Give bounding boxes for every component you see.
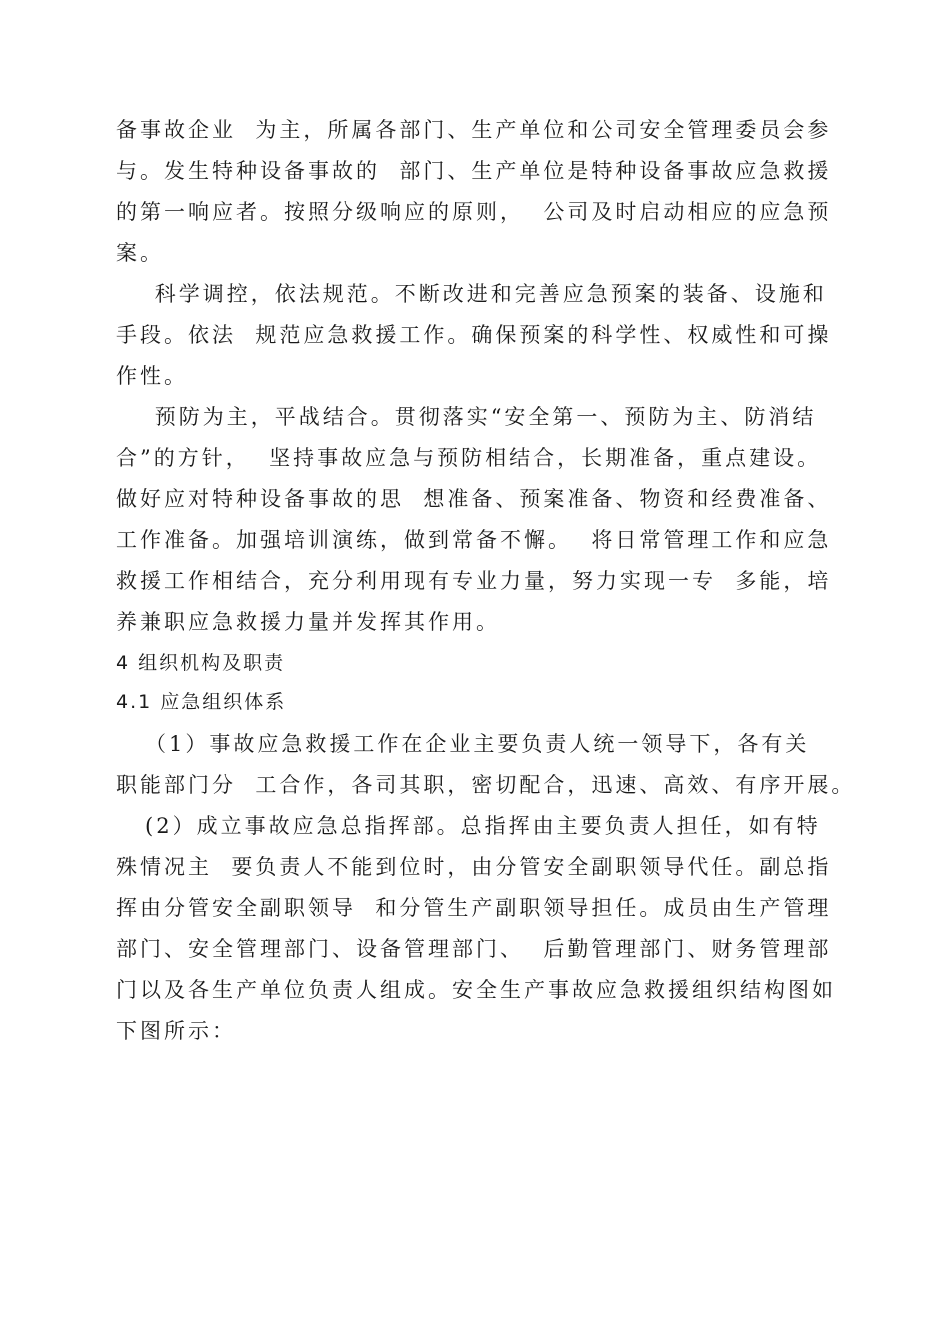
item-1-line-1: （1）事故应急救援工作在企业主要负责人统一领导下，各有关: [116, 732, 810, 756]
item-2-line-3: 挥由分管安全副职领导 和分管生产副职领导担任。成员由生产管理: [116, 896, 832, 920]
paragraph-1-line-1: 备事故企业 为主，所属各部门、生产单位和公司安全管理委员会参: [116, 118, 832, 142]
item-1-line-2: 职能部门分 工合作，各司其职，密切配合，迅速、高效、有序开展。: [116, 773, 856, 797]
paragraph-2-line-3: 作性。: [116, 364, 188, 388]
item-2-line-6: 下图所示：: [116, 1019, 236, 1043]
paragraph-2-line-1: 科学调控，依法规范。不断改进和完善应急预案的装备、设施和: [116, 282, 827, 306]
paragraph-3-line-4: 工作准备。加强培训演练，做到常备不懈。 将日常管理工作和应急: [116, 528, 832, 552]
paragraph-3-line-6: 养兼职应急救援力量并发挥其作用。: [116, 610, 500, 634]
item-2-line-2: 殊情况主 要负责人不能到位时，由分管安全副职领导代任。副总指: [116, 855, 832, 879]
subsection-heading: 4.1 应急组织体系: [116, 691, 287, 713]
paragraph-1-line-3: 的第一响应者。按照分级响应的原则， 公司及时启动相应的应急预: [116, 200, 832, 224]
paragraph-3-line-2: 合”的方针， 坚持事故应急与预防相结合，长期准备，重点建设。: [116, 446, 822, 470]
paragraph-1-line-4: 案。: [116, 241, 164, 265]
section-heading: 4 组织机构及职责: [116, 652, 286, 674]
paragraph-3-line-3: 做好应对特种设备事故的思 想准备、预案准备、物资和经费准备、: [116, 487, 832, 511]
paragraph-1-line-2: 与。发生特种设备事故的 部门、生产单位是特种设备事故应急救援: [116, 159, 832, 183]
paragraph-2-line-2: 手段。依法 规范应急救援工作。确保预案的科学性、权威性和可操: [116, 323, 832, 347]
paragraph-3-line-5: 救援工作相结合，充分利用现有专业力量，努力实现一专 多能，培: [116, 569, 832, 593]
item-2-line-4: 部门、安全管理部门、设备管理部门、 后勤管理部门、财务管理部: [116, 937, 832, 961]
paragraph-3-line-1: 预防为主，平战结合。贯彻落实“安全第一、预防为主、防消结: [116, 405, 817, 429]
item-2-line-1: (2）成立事故应急总指挥部。总指挥由主要负责人担任，如有特: [116, 814, 821, 838]
item-2-line-5: 门以及各生产单位负责人组成。安全生产事故应急救援组织结构图如: [116, 978, 836, 1002]
